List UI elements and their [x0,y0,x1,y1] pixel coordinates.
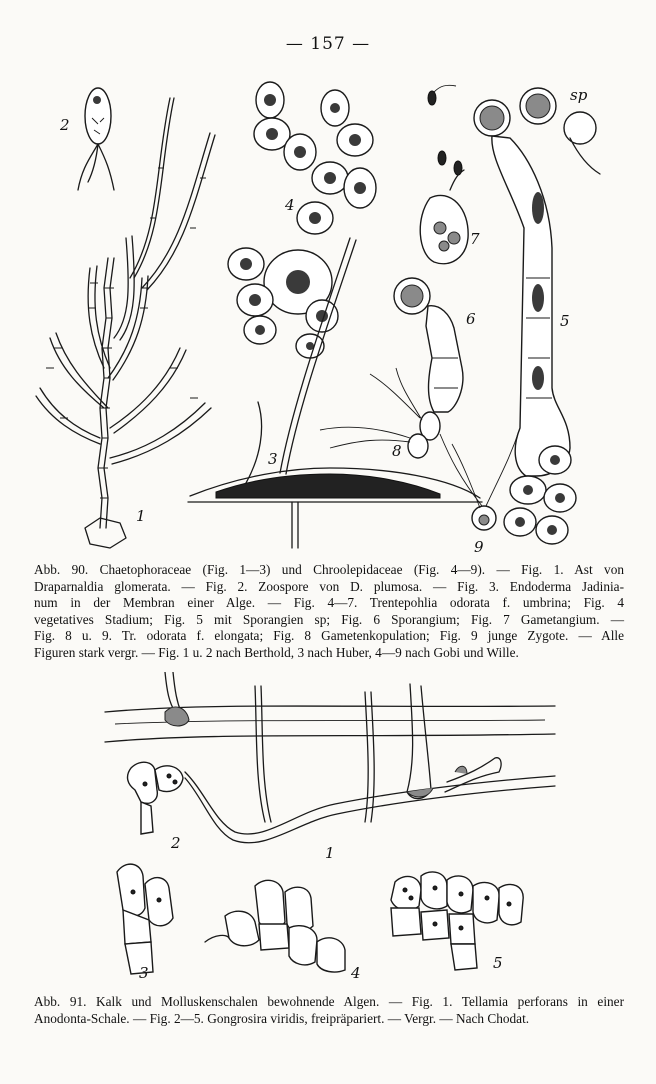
fig2-zoospore-drawing [78,88,114,190]
figure-90-illustration [30,78,630,558]
page-number: — 157 — [285,34,371,54]
fig91-fig5-label: 5 [493,954,503,972]
figure-91-caption [34,994,624,1027]
fig7-gametangium-drawing [420,85,468,263]
fig91-fig3-label: 3 [139,964,149,982]
fig91-fig2-label: 2 [171,834,181,852]
fig3-label: 3 [268,450,278,468]
caption90-line-6: Figuren stark vergr. — Fig. 1 u. 2 nach Berthold, 3 nach Huber, 4—9 nach Gobi und Wille. [34,644,519,660]
fig8-gamete-copulation-drawing [320,368,440,458]
fig91-fig1-shell-drawing [105,672,555,843]
fig1-label: 1 [136,507,146,525]
caption90-line-3: num in der Membran einer Alge. — Fig. 4—7. Trentepohlia odorata f. umbrina; Fig. 4 [34,595,624,611]
fig4-trentepohlia-cells-drawing [228,82,376,358]
fig1-draparnaldia-drawing [36,98,215,548]
caption90-line-5: Fig. 8 u. 9. Tr. odorata f. elongata; Fig. 8 Gametenkopulation; Fig. 9 junge Zygote. — Alle [34,628,624,644]
figure-91-illustration [95,672,565,992]
fig4-label: 4 [285,196,295,214]
caption90-line-2: Draparnaldia glomerata. — Fig. 2. Zoospore von D. plumosa. — Fig. 3. Endoderma Jadinia- [34,578,624,594]
caption90-line-4: vegetatives Stadium; Fig. 5 mit Sporangien sp; Fig. 6 Sporangium; Fig. 7 Gametangium. — [34,611,624,627]
fig5-sp-label: sp [570,86,588,104]
fig91-fig4-gongrosira-drawing [205,880,345,972]
fig6-label: 6 [466,310,476,328]
figure-90-caption [34,562,624,662]
fig91-fig2-gongrosira-drawing [128,762,183,834]
fig91-fig3-gongrosira-drawing [117,864,173,974]
fig2-label: 2 [60,116,70,134]
fig6-sporangium-drawing [394,278,463,412]
fig91-fig5-gongrosira-drawing [391,872,523,970]
fig7-label: 7 [470,230,480,248]
caption91-line-1: Abb. 91. Kalk und Molluskenschalen bewohnende Algen. — Fig. 1. Tellamia perforans in einer [34,994,624,1009]
caption91-line-2: Anodonta-Schale. — Fig. 2—5. Gongrosira viridis, freipräpariert. — Vergr. — Nach Chodat. [34,1010,530,1026]
fig5-sporangia-drawing [474,88,600,544]
fig91-fig1-label: 1 [325,844,335,862]
caption90-line-1: Abb. 90. Chaetophoraceae (Fig. 1—3) und Chroolepidaceae (Fig. 4—9). — Fig. 1. Ast von [34,562,624,577]
fig91-fig4-label: 4 [351,964,361,982]
fig9-label: 9 [474,538,484,556]
fig5-label: 5 [560,312,570,330]
fig8-label: 8 [392,442,402,460]
